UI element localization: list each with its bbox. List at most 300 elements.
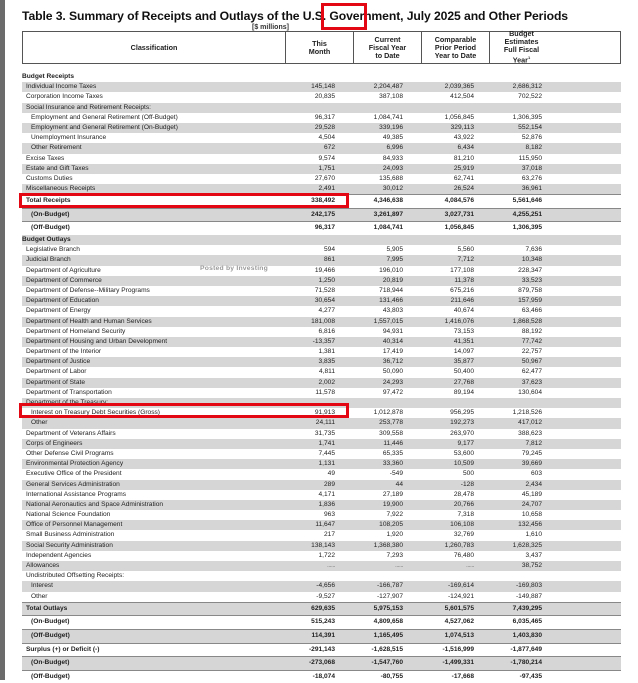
this-month-value: 71,528 bbox=[314, 286, 335, 294]
row-label: Office of Personnel Management bbox=[26, 521, 123, 529]
table-row bbox=[22, 541, 621, 551]
this-month-value: 672 bbox=[323, 144, 335, 152]
row-label: Surplus (+) or Deficit (-) bbox=[26, 645, 100, 653]
table-row bbox=[22, 490, 621, 500]
footnote-marker: 1 bbox=[527, 55, 531, 61]
current-fy-value: -166,787 bbox=[376, 582, 403, 590]
section-header-row bbox=[22, 235, 621, 245]
table-row bbox=[22, 266, 621, 276]
prior-period-value: 211,646 bbox=[450, 297, 474, 305]
current-fy-value: 253,778 bbox=[379, 419, 403, 427]
prior-period-value: 500 bbox=[462, 470, 474, 478]
this-month-value: 20,835 bbox=[314, 93, 335, 101]
row-label: Total Receipts bbox=[26, 197, 71, 205]
row-label: Customs Duties bbox=[26, 174, 73, 182]
watermark: Posted by Investing bbox=[200, 265, 269, 272]
subtotal-row bbox=[22, 670, 621, 683]
row-label: Department of Homeland Security bbox=[26, 327, 126, 335]
current-fy-value: -127,907 bbox=[376, 592, 403, 600]
current-fy-value: 36,712 bbox=[382, 358, 403, 366]
budget-estimate-value: 1,218,526 bbox=[512, 409, 542, 417]
table-row bbox=[22, 459, 621, 469]
prior-period-value: 7,318 bbox=[457, 511, 474, 519]
prior-period-value: 675,216 bbox=[450, 286, 474, 294]
current-fy-value: 1,084,741 bbox=[373, 113, 403, 121]
budget-estimate-value: 702,522 bbox=[518, 93, 542, 101]
table-row bbox=[22, 327, 621, 337]
prior-period-value: 81,210 bbox=[453, 154, 474, 162]
row-label: Department of Veterans Affairs bbox=[26, 429, 116, 437]
current-fy-value: 97,472 bbox=[382, 388, 403, 396]
current-fy-value: 1,557,015 bbox=[373, 317, 403, 325]
subtotal-row bbox=[22, 629, 621, 643]
budget-estimate-value: 63,276 bbox=[521, 174, 542, 182]
total-row bbox=[22, 194, 621, 208]
this-month-value: 4,811 bbox=[318, 368, 335, 376]
current-fy-value: 19,900 bbox=[382, 500, 403, 508]
this-month-value: 138,143 bbox=[311, 541, 335, 549]
this-month-value: 30,654 bbox=[314, 297, 335, 305]
row-label: Corporation Income Taxes bbox=[26, 93, 103, 101]
budget-estimate-value: 7,636 bbox=[525, 246, 542, 254]
current-fy-value: -1,628,515 bbox=[371, 645, 403, 653]
row-label: Judicial Branch bbox=[26, 256, 71, 264]
table-row bbox=[22, 296, 621, 306]
row-label: Miscellaneous Receipts bbox=[26, 185, 96, 193]
current-fy-value: 196,010 bbox=[379, 266, 403, 274]
prior-period-value: -169,614 bbox=[447, 582, 474, 590]
this-month-value: 4,277 bbox=[318, 307, 335, 315]
budget-estimate-value: 2,686,312 bbox=[512, 83, 542, 91]
row-label: Undistributed Offsetting Receipts: bbox=[26, 572, 125, 580]
current-fy-value: 50,090 bbox=[382, 368, 403, 376]
table-row bbox=[22, 500, 621, 510]
prior-period-value: 73,153 bbox=[453, 327, 474, 335]
budget-estimate-value: 3,437 bbox=[525, 551, 542, 559]
table-row bbox=[22, 154, 621, 164]
this-month-value: 2,002 bbox=[318, 378, 335, 386]
current-fy-value: 135,688 bbox=[379, 174, 403, 182]
this-month-value: 515,243 bbox=[311, 618, 335, 626]
current-fy-value: 387,108 bbox=[379, 93, 403, 101]
row-label: Interest bbox=[31, 582, 53, 590]
row-label: Department of Labor bbox=[26, 368, 87, 376]
this-month-value: -273,068 bbox=[308, 659, 335, 667]
this-month-value: 629,635 bbox=[311, 604, 335, 612]
table-header bbox=[22, 31, 621, 64]
this-month-value: -18,074 bbox=[312, 672, 335, 680]
title-prefix: Table 3. Summary of Receipts and Outlays of the U.S. Government, bbox=[22, 9, 404, 23]
row-label: Social Security Administration bbox=[26, 541, 113, 549]
prior-period-value: 1,074,513 bbox=[444, 631, 474, 639]
budget-estimate-value: 1,403,830 bbox=[512, 631, 542, 639]
prior-period-value: -17,668 bbox=[451, 672, 474, 680]
current-fy-value: 49,385 bbox=[382, 134, 403, 142]
prior-period-value: 27,768 bbox=[453, 378, 474, 386]
this-month-value: 1,722 bbox=[318, 551, 335, 559]
prior-period-value: 89,194 bbox=[453, 388, 474, 396]
table-row bbox=[22, 306, 621, 316]
prior-period-value: 412,504 bbox=[450, 93, 474, 101]
this-month-value: 338,492 bbox=[311, 197, 335, 205]
table-row bbox=[22, 418, 621, 428]
row-label: Department of Defense--Military Programs bbox=[26, 286, 150, 294]
budget-estimate-value: 45,189 bbox=[521, 490, 542, 498]
budget-estimate-value: 115,950 bbox=[518, 154, 542, 162]
prior-period-value: 10,509 bbox=[453, 460, 474, 468]
prior-period-value: 62,741 bbox=[453, 174, 474, 182]
prior-period-value: 53,600 bbox=[453, 449, 474, 457]
prior-period-value: 2,039,365 bbox=[444, 83, 474, 91]
current-fy-value: 2,204,487 bbox=[373, 83, 403, 91]
budget-estimate-value: 6,035,465 bbox=[512, 618, 542, 626]
prior-period-value: 9,177 bbox=[457, 439, 474, 447]
prior-period-value: 76,480 bbox=[453, 551, 474, 559]
budget-estimate-value: 1,610 bbox=[525, 531, 542, 539]
this-month-value: 963 bbox=[323, 511, 335, 519]
prior-period-value: 14,097 bbox=[453, 348, 474, 356]
row-label: Interest on Treasury Debt Securities (Gross) bbox=[31, 409, 160, 417]
budget-estimate-value: 63,466 bbox=[521, 307, 542, 315]
current-fy-value: 94,931 bbox=[382, 327, 403, 335]
prior-period-value: ...... bbox=[466, 562, 474, 570]
current-fy-value: 84,933 bbox=[382, 154, 403, 162]
current-fy-value: 1,920 bbox=[386, 531, 403, 539]
subtotal-row bbox=[22, 221, 621, 235]
current-fy-value: 7,922 bbox=[386, 511, 403, 519]
this-month-value: 24,111 bbox=[315, 419, 335, 427]
current-fy-value: 40,314 bbox=[382, 337, 403, 345]
budget-estimate-value: -1,877,649 bbox=[510, 645, 542, 653]
budget-estimate-value: 33,523 bbox=[521, 276, 542, 284]
prior-period-value: 11,378 bbox=[454, 276, 474, 284]
table-row bbox=[22, 581, 621, 591]
prior-period-value: 177,108 bbox=[450, 266, 474, 274]
current-fy-value: 7,293 bbox=[386, 551, 403, 559]
this-month-value: 31,735 bbox=[314, 429, 335, 437]
table-row bbox=[22, 367, 621, 377]
current-fy-value: 7,995 bbox=[386, 256, 403, 264]
row-label: Small Business Administration bbox=[26, 531, 115, 539]
prior-period-value: 1,416,076 bbox=[444, 317, 474, 325]
row-label: Employment and General Retirement (On-Budget) bbox=[31, 123, 178, 131]
budget-estimate-value: 77,742 bbox=[521, 337, 542, 345]
this-month-value: 7,445 bbox=[318, 449, 335, 457]
this-month-value: 27,670 bbox=[314, 174, 335, 182]
prior-period-value: 1,056,845 bbox=[444, 224, 474, 232]
this-month-value: -291,143 bbox=[308, 645, 335, 653]
budget-estimate-value: 1,306,395 bbox=[512, 113, 542, 121]
budget-estimate-value: -1,780,214 bbox=[510, 659, 542, 667]
table-row bbox=[22, 551, 621, 561]
row-label: Estate and Gift Taxes bbox=[26, 164, 89, 172]
row-label: Unemployment Insurance bbox=[31, 134, 107, 142]
budget-estimate-value: 38,752 bbox=[521, 562, 542, 570]
current-fy-value: -549 bbox=[389, 470, 403, 478]
row-label: Department of Energy bbox=[26, 307, 91, 315]
current-fy-value: 1,165,495 bbox=[373, 631, 403, 639]
current-fy-value: 5,905 bbox=[386, 246, 403, 254]
current-fy-value: 20,819 bbox=[382, 276, 403, 284]
budget-estimate-value: 37,623 bbox=[521, 378, 542, 386]
this-month-value: 217 bbox=[323, 531, 335, 539]
prior-period-value: 4,084,576 bbox=[444, 197, 474, 205]
budget-estimate-value: 388,623 bbox=[518, 429, 542, 437]
row-label: (On-Budget) bbox=[31, 618, 70, 626]
this-month-value: 11,578 bbox=[315, 388, 335, 396]
row-label: Other bbox=[31, 419, 48, 427]
row-label: Total Outlays bbox=[26, 604, 68, 612]
row-label: Employment and General Retirement (Off-Budget) bbox=[31, 113, 178, 121]
budget-estimate-value: 10,348 bbox=[521, 256, 542, 264]
budget-estimate-value: 36,961 bbox=[521, 185, 542, 193]
subtotal-row bbox=[22, 615, 621, 629]
this-month-value: 1,381 bbox=[318, 348, 335, 356]
table-row bbox=[22, 398, 621, 408]
table-row bbox=[22, 164, 621, 174]
prior-period-value: 40,674 bbox=[453, 307, 474, 315]
current-fy-value: 718,944 bbox=[379, 286, 403, 294]
row-label: Department of Health and Human Services bbox=[26, 317, 152, 325]
table-row bbox=[22, 82, 621, 92]
row-label: Department of Housing and Urban Development bbox=[26, 337, 168, 345]
budget-estimate-value: 157,959 bbox=[518, 297, 542, 305]
table-title bbox=[22, 9, 568, 23]
row-label: Department of the Interior bbox=[26, 348, 102, 356]
prior-period-value: 43,922 bbox=[453, 134, 474, 142]
header-this-month: This Month bbox=[285, 32, 353, 63]
row-label: Department of State bbox=[26, 378, 86, 386]
table-row bbox=[22, 92, 621, 102]
this-month-value: 2,491 bbox=[318, 185, 335, 193]
header-budget-estimates: Budget Estimates Full Fiscal Year$^1$ bbox=[489, 32, 553, 63]
row-label: International Assistance Programs bbox=[26, 490, 127, 498]
row-label: Department of the Treasury: bbox=[26, 399, 109, 407]
budget-estimate-value: 879,758 bbox=[518, 286, 542, 294]
this-month-value: 1,741 bbox=[318, 439, 335, 447]
budget-estimate-value: 1,306,395 bbox=[512, 224, 542, 232]
current-fy-value: 17,419 bbox=[382, 348, 403, 356]
prior-period-value: 1,260,783 bbox=[444, 541, 474, 549]
current-fy-value: 43,803 bbox=[382, 307, 403, 315]
prior-period-value: -1,516,999 bbox=[442, 645, 474, 653]
this-month-value: 9,574 bbox=[318, 154, 335, 162]
this-month-value: 6,816 bbox=[318, 327, 335, 335]
table-row bbox=[22, 286, 621, 296]
table-body bbox=[22, 72, 621, 683]
prior-period-value: 1,056,845 bbox=[444, 113, 474, 121]
current-fy-value: 339,196 bbox=[379, 123, 403, 131]
left-edge-strip bbox=[0, 0, 5, 680]
row-label: Allowances bbox=[26, 562, 60, 570]
this-month-value: 96,317 bbox=[314, 113, 335, 121]
table-row bbox=[22, 571, 621, 581]
this-month-value: 861 bbox=[323, 256, 335, 264]
table-row bbox=[22, 480, 621, 490]
row-label: Legislative Branch bbox=[26, 246, 80, 254]
row-label: Other bbox=[31, 592, 48, 600]
budget-estimate-value: 52,876 bbox=[521, 134, 542, 142]
current-fy-value: 4,809,658 bbox=[373, 618, 403, 626]
prior-period-value: 5,601,575 bbox=[444, 604, 474, 612]
budget-estimate-value: 603 bbox=[530, 470, 542, 478]
current-fy-value: 33,360 bbox=[382, 460, 403, 468]
table-row bbox=[22, 113, 621, 123]
budget-estimate-value: 552,154 bbox=[518, 123, 542, 131]
current-fy-value: 1,012,878 bbox=[373, 409, 403, 417]
row-label: Other Defense Civil Programs bbox=[26, 449, 114, 457]
prior-period-value: 3,027,731 bbox=[444, 210, 474, 218]
this-month-value: 11,647 bbox=[315, 521, 335, 529]
table-row bbox=[22, 103, 621, 113]
budget-estimate-value: 130,604 bbox=[518, 388, 542, 396]
current-fy-value: 4,346,638 bbox=[373, 197, 403, 205]
prior-period-value: 25,919 bbox=[453, 164, 474, 172]
budget-estimate-value: -149,887 bbox=[515, 592, 542, 600]
row-label: Corps of Engineers bbox=[26, 439, 83, 447]
this-month-value: 1,751 bbox=[318, 164, 335, 172]
title-date: July 2025 bbox=[406, 9, 461, 23]
table-row bbox=[22, 439, 621, 449]
current-fy-value: 1,368,380 bbox=[373, 541, 403, 549]
row-label: Department of Education bbox=[26, 297, 99, 305]
row-label: Department of Agriculture bbox=[26, 266, 101, 274]
budget-estimate-value: 5,561,646 bbox=[512, 197, 542, 205]
current-fy-value: 27,189 bbox=[382, 490, 403, 498]
table-row bbox=[22, 184, 621, 194]
this-month-value: 594 bbox=[323, 246, 335, 254]
table-row bbox=[22, 378, 621, 388]
row-label: Department of Justice bbox=[26, 358, 91, 366]
table-row bbox=[22, 174, 621, 184]
current-fy-value: 24,293 bbox=[382, 378, 403, 386]
table-row bbox=[22, 133, 621, 143]
header-current-fiscal-year: Current Fiscal Year to Date bbox=[353, 32, 421, 63]
row-label: (Off-Budget) bbox=[31, 224, 70, 232]
current-fy-value: 309,558 bbox=[379, 429, 403, 437]
table-row bbox=[22, 510, 621, 520]
prior-period-value: 20,766 bbox=[453, 500, 474, 508]
budget-estimate-value: 2,434 bbox=[525, 480, 542, 488]
table-row bbox=[22, 408, 621, 418]
budget-estimate-value: 10,658 bbox=[521, 511, 542, 519]
budget-estimate-value: 24,707 bbox=[521, 500, 542, 508]
this-month-value: 181,008 bbox=[311, 317, 335, 325]
table-row bbox=[22, 143, 621, 153]
budget-estimate-value: 1,628,325 bbox=[512, 541, 542, 549]
this-month-value: 1,250 bbox=[318, 276, 335, 284]
prior-period-value: 6,434 bbox=[457, 144, 474, 152]
prior-period-value: 41,351 bbox=[453, 337, 474, 345]
row-label: (Off-Budget) bbox=[31, 631, 70, 639]
table-row bbox=[22, 520, 621, 530]
budget-estimate-value: 1,868,528 bbox=[512, 317, 542, 325]
table-row bbox=[22, 317, 621, 327]
row-label: National Science Foundation bbox=[26, 511, 111, 519]
current-fy-value: 44 bbox=[395, 480, 403, 488]
budget-estimate-value: 22,757 bbox=[521, 348, 542, 356]
table-row bbox=[22, 276, 621, 286]
row-label: Executive Office of the President bbox=[26, 470, 122, 478]
current-fy-value: ...... bbox=[395, 562, 403, 570]
title-suffix: and Other Periods bbox=[464, 9, 568, 23]
row-label: Independent Agencies bbox=[26, 551, 92, 559]
this-month-value: 91,913 bbox=[314, 409, 335, 417]
budget-estimate-value: 39,669 bbox=[521, 460, 542, 468]
row-label: National Aeronautics and Space Administration bbox=[26, 500, 164, 508]
budget-estimate-value: 7,812 bbox=[525, 439, 542, 447]
row-label: General Services Administration bbox=[26, 480, 120, 488]
row-label: Other Retirement bbox=[31, 144, 82, 152]
table-row bbox=[22, 469, 621, 479]
this-month-value: 145,148 bbox=[311, 83, 335, 91]
prior-period-value: 26,524 bbox=[453, 185, 474, 193]
units-label: [$ millions] bbox=[252, 24, 289, 31]
this-month-value: 242,175 bbox=[311, 210, 335, 218]
this-month-value: -4,656 bbox=[316, 582, 335, 590]
current-fy-value: 65,335 bbox=[382, 449, 403, 457]
row-label: Social Insurance and Retirement Receipts: bbox=[26, 103, 151, 111]
this-month-value: 29,528 bbox=[314, 123, 335, 131]
prior-period-value: -1,499,331 bbox=[442, 659, 474, 667]
subtotal-row bbox=[22, 656, 621, 670]
prior-period-value: 956,295 bbox=[450, 409, 474, 417]
current-fy-value: -1,547,760 bbox=[371, 659, 403, 667]
current-fy-value: 6,996 bbox=[386, 144, 403, 152]
prior-period-value: 50,400 bbox=[453, 368, 474, 376]
this-month-value: 19,466 bbox=[314, 266, 335, 274]
row-label: (On-Budget) bbox=[31, 659, 70, 667]
budget-estimate-value: 417,012 bbox=[518, 419, 542, 427]
budget-estimate-value: 50,967 bbox=[521, 358, 542, 366]
table-row bbox=[22, 429, 621, 439]
prior-period-value: 192,273 bbox=[450, 419, 474, 427]
total-row bbox=[22, 602, 621, 616]
prior-period-value: 7,712 bbox=[457, 256, 474, 264]
this-month-value: 1,836 bbox=[318, 500, 335, 508]
row-label: (Off-Budget) bbox=[31, 672, 70, 680]
row-label: (On-Budget) bbox=[31, 210, 70, 218]
table-row bbox=[22, 123, 621, 133]
prior-period-value: 32,769 bbox=[453, 531, 474, 539]
budget-estimate-value: 37,018 bbox=[521, 164, 542, 172]
current-fy-value: 5,975,153 bbox=[373, 604, 403, 612]
this-month-value: -13,357 bbox=[312, 337, 335, 345]
current-fy-value: -80,755 bbox=[380, 672, 403, 680]
budget-estimate-value: 8,182 bbox=[525, 144, 542, 152]
table-row bbox=[22, 561, 621, 571]
this-month-value: 4,171 bbox=[318, 490, 335, 498]
prior-period-value: 106,108 bbox=[450, 521, 474, 529]
current-fy-value: 108,205 bbox=[379, 521, 403, 529]
this-month-value: -9,527 bbox=[316, 592, 335, 600]
this-month-value: 114,391 bbox=[311, 631, 335, 639]
table-row bbox=[22, 592, 621, 602]
row-label: Excise Taxes bbox=[26, 154, 65, 162]
section-header-row bbox=[22, 72, 621, 82]
budget-estimate-value: 88,192 bbox=[521, 327, 542, 335]
this-month-value: 49 bbox=[327, 470, 335, 478]
prior-period-value: 263,970 bbox=[450, 429, 474, 437]
table-row bbox=[22, 337, 621, 347]
prior-period-value: 35,877 bbox=[453, 358, 474, 366]
table-row bbox=[22, 388, 621, 398]
this-month-value: 4,504 bbox=[318, 134, 335, 142]
current-fy-value: 24,093 bbox=[382, 164, 403, 172]
this-month-value: ...... bbox=[327, 562, 335, 570]
row-label: Budget Receipts bbox=[22, 73, 75, 80]
row-label: Department of Commerce bbox=[26, 276, 102, 284]
